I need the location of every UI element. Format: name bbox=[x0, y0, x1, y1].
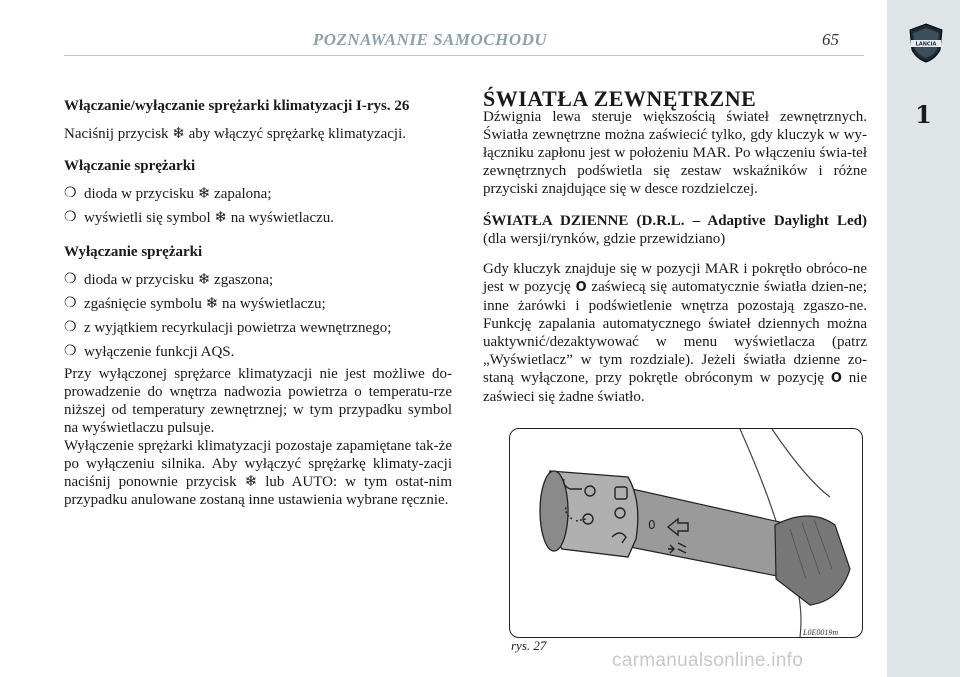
figure-light-stalk bbox=[509, 428, 863, 638]
drl-text-part: zaświecą się automatycznie światła dzien-ne; inne żarówki i podświetlenie wnętrza pozostają zgaszo-ne. Funkcję zapalania automatycznego świateł dziennych można uaktywnić/dezaktywować w menu wyświetlacza (patrz „Wyświetlacz” w tym rozdziale). Jeżeli światła dzienne zo-staną wyłączone, przy pokrętle obróconym w pozycję bbox=[483, 279, 867, 386]
list-item-text: wyłączenie funkcji AQS. bbox=[84, 344, 235, 360]
bullet-icon: ❍ bbox=[64, 320, 77, 335]
paragraph-press-button: Naciśnij przycisk ❄ aby włączyć sprężarkę klimatyzacji. bbox=[64, 126, 407, 142]
list-item bbox=[64, 185, 452, 203]
watermark: carmanualsonline.info bbox=[612, 650, 804, 671]
figure-code: L0E0019m bbox=[803, 628, 839, 637]
left-column bbox=[64, 97, 452, 509]
chapter-number: 1 bbox=[915, 100, 932, 129]
position-o-symbol: O bbox=[830, 371, 842, 386]
trim-edge bbox=[772, 429, 830, 497]
header-rule bbox=[64, 55, 864, 56]
lancia-logo bbox=[905, 22, 947, 64]
list-item bbox=[64, 271, 452, 289]
section-title-exterior-lights: ŚWIATŁA ZEWNĘTRZNE bbox=[483, 86, 757, 111]
drl-availability-note: (dla wersji/rynków, gdzie przewidziano) bbox=[483, 231, 726, 247]
heading-drl: ŚWIATŁA DZIENNE (D.R.L. – Adaptive Daylight Led) bbox=[483, 213, 867, 229]
paragraph-compressor-off-note: Przy wyłączonej sprężarce klimatyzacji nie jest możliwe do-prowadzenie do wnętrza nadwozia powietrza o temperatu-rze niższej od temperatury zewnętrznej; w tym przypadku symbol na wyświetlaczu pulsuje. bbox=[64, 366, 452, 436]
bullet-icon: ❍ bbox=[64, 210, 77, 225]
list-item bbox=[64, 319, 452, 337]
drl-text-part: nie zaświeci się żadne światło. bbox=[483, 370, 868, 405]
paragraph-compressor-memory: Wyłączenie sprężarki klimatyzacji pozostaje zapamiętane tak-że po wyłączeniu silnika. Aby wyłączyć sprężarkę klimaty-zacji naciśnij ponownie przycisk ❄ lub AUTO: w tym ostat-nim przypadku anulowane zostaną inne ustawienia wybrane ręcznie. bbox=[64, 438, 452, 508]
position-o-symbol: O bbox=[575, 280, 587, 295]
bullet-icon: ❍ bbox=[64, 272, 77, 287]
page-number: 65 bbox=[822, 30, 839, 49]
light-stalk-illustration bbox=[510, 429, 862, 637]
right-column bbox=[483, 86, 868, 406]
bullet-icon: ❍ bbox=[64, 186, 77, 201]
list-item-text: dioda w przycisku ❄ zgaszona; bbox=[84, 272, 274, 288]
list-item bbox=[64, 343, 452, 361]
heading-compressor-off: Wyłączanie sprężarki bbox=[64, 244, 203, 260]
list-item-text: z wyjątkiem recyrkulacji powietrza wewnętrznego; bbox=[84, 320, 392, 336]
drl-text-part: Gdy kluczyk znajduje się w pozycji MAR i pokrętło obróco-ne jest w pozycję bbox=[483, 261, 867, 295]
stalk-position-zero: 0 bbox=[648, 518, 656, 532]
list-item bbox=[64, 209, 452, 227]
stalk-boot bbox=[775, 516, 850, 605]
paragraph-drl-description bbox=[483, 260, 867, 406]
bullet-icon: ❍ bbox=[64, 344, 77, 359]
figure-caption: rys. 27 bbox=[511, 638, 547, 653]
drl-heading-block bbox=[483, 212, 867, 248]
list-item-text: wyświetli się symbol ❄ na wyświetlaczu. bbox=[84, 210, 335, 226]
list-item-text: dioda w przycisku ❄ zapalona; bbox=[84, 186, 272, 202]
heading-compressor-on: Włączanie sprężarki bbox=[64, 158, 196, 174]
paragraph-exterior-lights-intro: Dźwignia lewa steruje większością świateł zewnętrznych. Światła zewnętrzne można zaświecić tylko, gdy kluczyk w wy-łączniku zapłonu jest w położeniu MAR. Po włączeniu świa-teł zewnętrznych podświetla się zestaw wskaźników i różne przyciski znajdujące się w desce rozdzielczej. bbox=[483, 109, 867, 197]
heading-compressor-toggle: Włączanie/wyłączanie sprężarki klimatyzacji I-rys. 26 bbox=[64, 98, 410, 114]
bullet-icon: ❍ bbox=[64, 296, 77, 311]
running-header: POZNAWANIE SAMOCHODU bbox=[312, 30, 548, 49]
list-item bbox=[64, 295, 452, 313]
logo-lettering: LANCIA bbox=[915, 41, 937, 48]
list-item-text: zgaśnięcie symbolu ❄ na wyświetlaczu; bbox=[84, 296, 326, 312]
